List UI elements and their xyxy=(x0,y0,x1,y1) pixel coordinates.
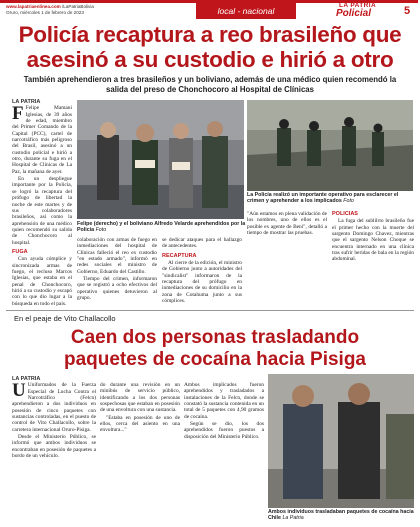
story1-column-4 xyxy=(247,211,327,307)
story2-headline: Caen dos personas trasladando paquetes de cocaína hacia Pisiga xyxy=(63,327,366,370)
story2-paragraph: do durante una revisión en un minibús de servicio público, identificando a los dos personas sospechosas que estaban en posesión de una envoltura con una sustancia. xyxy=(100,382,180,414)
story1-subhead-fuga: FUGA xyxy=(12,248,28,255)
brand-name: LA PATRIA xyxy=(339,2,377,9)
story1-paragraph: colaboración con armas de fuego en inmediaciones del hospital de Clínicas falleció el reo ex custodio "en estado armado", informó en redes sociales el ministro de Gobierno, Eduardo del Castillo. xyxy=(77,237,157,275)
story1-paragraph: Tiempo del crimen, informaron que se registró a ocho efectivos del operativo quienes detuvieron al grupo. xyxy=(77,276,157,302)
story1-photo-arrest xyxy=(77,100,244,219)
brand-section: Policial xyxy=(336,8,372,19)
story2-kicker: En el peaje de Vito Challacollo xyxy=(14,314,116,323)
story2-column-2 xyxy=(100,382,180,524)
story1-paragraph: se dedicar ataques para el hallazgo de antecedentes. xyxy=(162,237,242,250)
section-label: local - nacional xyxy=(196,3,296,19)
story1-paragraph: F Felipe Mamani Iglesias, de 39 años de edad, miembro del Primer Comando de la Capital (PCC), cartel de narcotráfico más peligroso del Brasil, asesinó a un custodio policial e hirió a otro, durante su fuga en el Hospital de Clínicas de La Paz, la mañana de ayer. xyxy=(12,103,72,175)
story2-paragraph: U Uniformados de la Fuerza Especial de Lucha Contra el Narcotráfico (Felcn) aprehendieron a dos individuos en posesión de cinco paquetes con sustancias controladas, en el puesto de control de Vito Challacollo, sobre la carretera internacional Oruro-Pisiga. xyxy=(12,380,96,433)
story1-paragraph: Al cierre de la edición, el ministro de Gobierno junto a autoridades del "sindicalist" informaron de la recaptura del prófugo en inmediaciones de su domicilio en la zona de Cotahuma junto a sus cómplices. xyxy=(162,260,242,305)
story2-paragraph: Desde el Ministerio Público, se informó que ambos individuos se encontraban en posesión de paquetes a bordo de un vehículo. xyxy=(12,434,96,460)
story1-subhead-recaptura: RECAPTURA xyxy=(162,252,197,259)
story1-column-1 xyxy=(12,99,72,306)
story2-byline: LA PATRIA xyxy=(12,376,41,382)
website: www.lapatriaenlinea.com xyxy=(6,4,61,9)
story1-photo-operative xyxy=(247,100,413,191)
story2-paragraph: "Estaba en posesión de uno de ellos, cerca del asiento en una envoltura..." xyxy=(100,414,180,434)
story2-paragraph: Según se dio, los dos aprehendidos fueron puestos a disposición del Ministerio Público. xyxy=(184,421,264,440)
story1-photo2-caption: La Policía realizó un importante operativo para esclarecer el crimen y aprehender a los implicados Foto xyxy=(247,192,399,205)
edition-date: Oruro, miércoles 1 de febrero de 2023 xyxy=(6,9,84,15)
story-divider xyxy=(6,310,414,311)
story1-paragraph: "Aún estamos en plena validación de los nombres, uno de ellos es el posible ex agente de Beni", detalló a tiempo de mostrar las pruebas. xyxy=(247,211,327,237)
story2-paragraph: Ambos implicados fueron aprehendidos y trasladados a instalaciones de la Felcn, donde se constató la sustancia contenida en un total de 5 paquetes con 4,90 gramos de cocaína. xyxy=(184,382,264,420)
story1-column-3 xyxy=(162,237,242,307)
facebook: /LaPatriaBolivia xyxy=(62,4,94,9)
story1-column-5 xyxy=(332,211,414,307)
site-info xyxy=(6,4,94,15)
story2-photo-caption: Ambos individuos trasladaban paquetes de cocaína hacia Chile La Patria xyxy=(268,509,414,522)
story2-photo-detainees xyxy=(268,374,414,508)
story1-byline: LA PATRIA xyxy=(12,99,41,105)
story2-column-1 xyxy=(12,376,96,524)
story1-headline: Policía recaptura a reo brasileño que asesinó a su custodio e hirió a otro xyxy=(18,22,402,72)
story1-paragraph: La fuga del sublilrto brasileño fue el primer hecho con la muerte del sargento Domingo Chavez, mientras que el sargento Nelson Choque se encuentra internado en una clínica tras sufrir heridas de bala en la región abdominal. xyxy=(332,218,414,263)
story1-deck: También aprehendieron a tres brasileños y un boliviano, además de una médico quien recomendó la salida del preso de Chonchocoro al Hospital de Clínicas xyxy=(23,75,397,94)
story2-column-3 xyxy=(184,382,264,524)
story1-paragraph: En un despliegue importante por la Policía, se logró la recaptura del prófugo de libertad la noche de este martes y de sus colaboradores brasileños, así como la aprehensión de una médico quien recomendó su salida de Chonchocoro al hospital. xyxy=(12,176,72,246)
story1-paragraph: Con ayuda cómplice y sincronizada armas de fuego, el recluso Marcos Iglesias, que estaba en el penal de Chonchocoro, hirió a su custodio y escapó con lo que dio lugar a la búsqueda en todo el país. xyxy=(12,256,72,306)
story1-photo1-caption: Felipe (derecho) y el boliviano Alfredo Velarde aprehendidos por la Policía Foto xyxy=(77,221,246,234)
page-number: 5 xyxy=(396,3,418,19)
story1-subhead-policias: POLICÍAS xyxy=(332,211,358,217)
story1-column-2 xyxy=(77,237,157,307)
